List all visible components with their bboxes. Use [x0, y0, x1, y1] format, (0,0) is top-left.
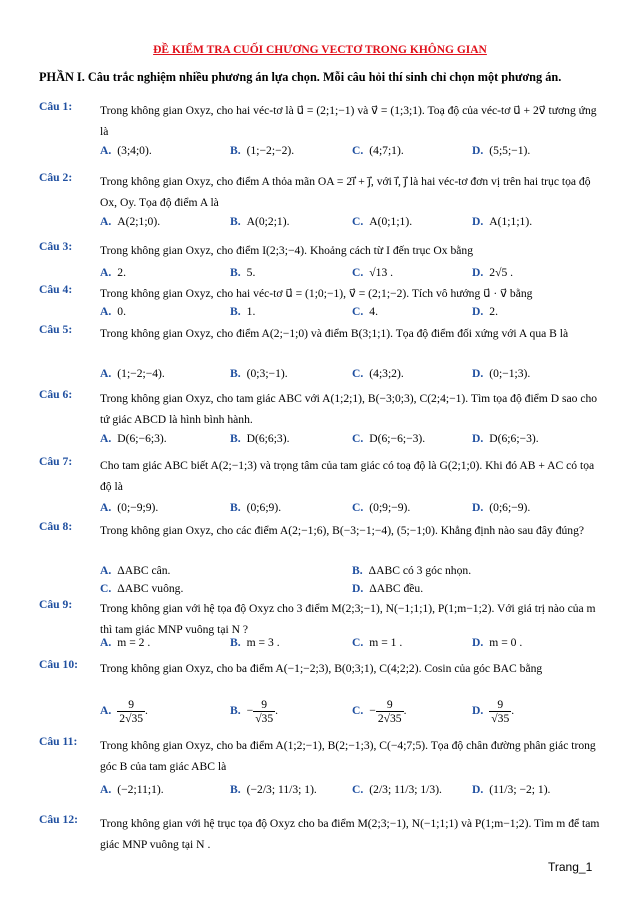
option-a[interactable]: A. 2. — [100, 266, 126, 279]
question-text: Trong không gian Oxyz, cho tam giác ABC với A(1;2;1), B(−3;0;3), C(2;4;−1). Tìm tọa độ điểm D sao cho tứ giác ABCD là hình bình hành. — [100, 392, 598, 426]
option-c[interactable]: C. A(0;1;1). — [352, 215, 413, 228]
question-label: Câu 10: — [39, 658, 78, 671]
option-b[interactable]: B. A(0;2;1). — [230, 215, 290, 228]
page-number: Trang_1 — [548, 860, 593, 874]
question-text: Trong không gian với hệ trục tọa độ Oxyz cho ba điểm M(2;3;−1), N(−1;1;1) và P(1;m−1;2). Tìm m để tam giác MNP vuông tại N . — [100, 817, 600, 851]
option-d[interactable]: D. ΔABC đều. — [352, 582, 424, 595]
fraction: $\frac{9}{2√35}$ — [119, 698, 144, 725]
option-b[interactable]: B. (0;3;−1). — [230, 367, 288, 380]
option-d[interactable]: D. 2. — [472, 305, 498, 318]
option-c[interactable]: C. m = 1 . — [352, 636, 403, 649]
fraction: $\frac{9}{2√35}$ — [377, 698, 402, 725]
option-a[interactable]: A. m = 2 . — [100, 636, 151, 649]
option-b[interactable]: B. (0;6;9). — [230, 501, 282, 514]
option-d[interactable]: D. A(1;1;1). — [472, 215, 533, 228]
question-text: Trong không gian Oxyz, cho các điểm A(2;−1;6), B(−3;−1;−4), (5;−1;0). Khẳng định nào sau đây đúng? — [100, 524, 585, 537]
question-text: Trong không gian Oxyz, cho điểm A thỏa mãn OA = 2i⃗ + j⃗, với i⃗, j⃗ là hai véc-tơ đơn vị trên hai trục tọa độ Ox, Oy. Tọa độ điểm A là — [100, 175, 591, 209]
option-b[interactable]: B. − $\frac{9}{√35}$ . — [230, 698, 279, 725]
question-label: Câu 11: — [39, 735, 78, 748]
section-heading: PHẦN I. Câu trắc nghiệm nhiều phương án lựa chọn. Mỗi câu hỏi thí sinh chỉ chọn một phương án. — [39, 70, 562, 84]
fraction: $\frac{9}{√35}$ — [255, 698, 274, 725]
question-text: Trong không gian Oxyz, cho hai véc-tơ là u⃗ = (2;1;−1) và v⃗ = (1;3;1). Toạ độ của véc-tơ u⃗ + 2v⃗ tương ứng là — [100, 104, 597, 138]
question-label: Câu 9: — [39, 598, 73, 611]
option-d[interactable]: D. (11/3; −2; 1). — [472, 783, 551, 796]
page-title: ĐỀ KIỂM TRA CUỐI CHƯƠNG VECTƠ TRONG KHÔNG GIAN — [153, 44, 487, 56]
option-c[interactable]: C. (0;9;−9). — [352, 501, 411, 514]
option-d[interactable]: D. $\frac{9}{√35}$ . — [472, 698, 515, 725]
option-c[interactable]: C. (4;3;2). — [352, 367, 404, 380]
option-b[interactable]: B. m = 3 . — [230, 636, 280, 649]
option-d[interactable]: D. (5;5;−1). — [472, 144, 531, 157]
question-label: Câu 4: — [39, 283, 73, 296]
question-label: Câu 5: — [39, 323, 73, 336]
question-text: Trong không gian Oxyz, cho điểm A(2;−1;0) và điểm B(3;1;1). Tọa độ điểm đối xứng với A qua B là — [100, 327, 569, 340]
question-label: Câu 7: — [39, 455, 73, 468]
question-text: Trong không gian Oxyz, cho ba điểm A(1;2;−1), B(2;−1;3), C(−4;7;5). Tọa độ chân đường phân giác trong góc B của tam giác ABC là — [100, 739, 596, 773]
option-a[interactable]: A. D(6;−6;3). — [100, 432, 167, 445]
option-a[interactable]: A. (0;−9;9). — [100, 501, 159, 514]
option-d[interactable]: D. m = 0 . — [472, 636, 523, 649]
option-b[interactable]: B. (−2/3; 11/3; 1). — [230, 783, 317, 796]
option-d[interactable]: D. D(6;6;−3). — [472, 432, 539, 445]
option-c[interactable]: C. − $\frac{9}{2√35}$ . — [352, 698, 407, 725]
option-a[interactable]: A. A(2;1;0). — [100, 215, 161, 228]
option-c[interactable]: C. √13 . — [352, 266, 394, 279]
option-b[interactable]: B. 5. — [230, 266, 256, 279]
option-d[interactable]: D. (0;6;−9). — [472, 501, 531, 514]
question-label: Câu 8: — [39, 520, 73, 533]
question-text: Cho tam giác ABC biết A(2;−1;3) và trọng tâm của tam giác có toạ độ là G(2;1;0). Khi đó AB + AC có tọa độ là — [100, 459, 595, 493]
question-text: Trong không gian Oxyz, cho ba điểm A(−1;−2;3), B(0;3;1), C(4;2;2). Cosin của góc BAC bằng — [100, 662, 543, 675]
option-c[interactable]: C. D(6;−6;−3). — [352, 432, 426, 445]
option-a[interactable]: A. (−2;11;1). — [100, 783, 164, 796]
option-c[interactable]: C. 4. — [352, 305, 378, 318]
option-a[interactable]: A. $\frac{9}{2√35}$ . — [100, 698, 148, 725]
question-text: Trong không gian với hệ tọa độ Oxyz cho 3 điểm M(2;3;−1), N(−1;1;1), P(1;m−1;2). Với giá trị nào của m thì tam giác MNP vuông tại N ? — [100, 602, 596, 636]
question-label: Câu 2: — [39, 171, 73, 184]
option-d[interactable]: D. 2√5 . — [472, 266, 514, 279]
question-label: Câu 6: — [39, 388, 73, 401]
option-b[interactable]: B. D(6;6;3). — [230, 432, 290, 445]
option-b[interactable]: B. 1. — [230, 305, 256, 318]
question-label: Câu 1: — [39, 100, 73, 113]
question-label: Câu 12: — [39, 813, 78, 826]
option-a[interactable]: A. 0. — [100, 305, 126, 318]
option-c[interactable]: C. (2/3; 11/3; 1/3). — [352, 783, 442, 796]
option-d[interactable]: D. (0;−1;3). — [472, 367, 531, 380]
fraction: $\frac{9}{√35}$ — [491, 698, 510, 725]
option-b[interactable]: B. ΔABC có 3 góc nhọn. — [352, 564, 472, 577]
option-a[interactable]: A. (1;−2;−4). — [100, 367, 165, 380]
option-c[interactable]: C. ΔABC vuông. — [100, 582, 184, 595]
option-b[interactable]: B. (1;−2;−2). — [230, 144, 295, 157]
question-text: Trong không gian Oxyz, cho hai véc-tơ u⃗ = (1;0;−1), v⃗ = (2;1;−2). Tích vô hướng u⃗ · v⃗ bằng — [100, 287, 533, 300]
question-text: Trong không gian Oxyz, cho điểm I(2;3;−4). Khoảng cách từ I đến trục Ox bằng — [100, 244, 474, 257]
option-a[interactable]: A. ΔABC cân. — [100, 564, 171, 577]
option-a[interactable]: A. (3;4;0). — [100, 144, 152, 157]
option-c[interactable]: C. (4;7;1). — [352, 144, 404, 157]
question-label: Câu 3: — [39, 240, 73, 253]
